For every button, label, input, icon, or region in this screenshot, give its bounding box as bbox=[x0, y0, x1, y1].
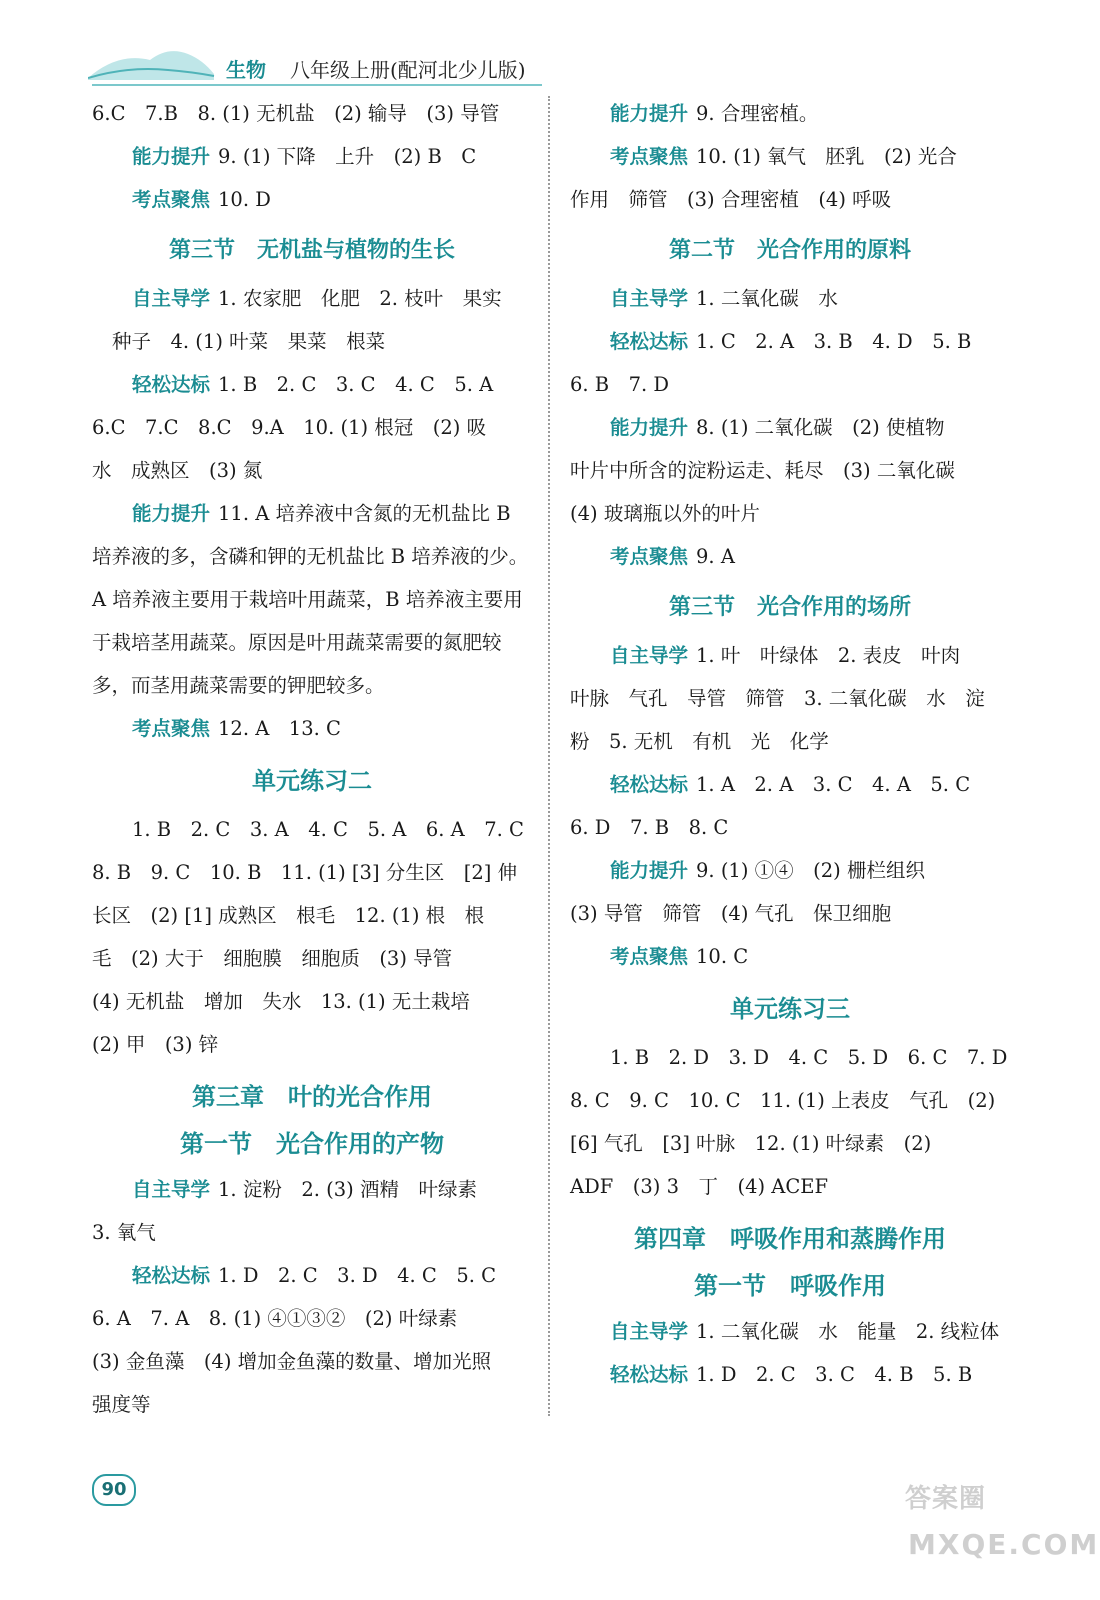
answer-line bbox=[570, 849, 1010, 892]
answer-line: 3. 氧气 bbox=[92, 1221, 156, 1244]
answer-line: 强度等 bbox=[92, 1393, 151, 1416]
answer-line: 长区 (2) [1] 成熟区 根毛 12. (1) 根 根 bbox=[92, 904, 485, 927]
section-tag: 考点聚焦 bbox=[610, 545, 689, 568]
answer-text: 11. A 培养液中含氮的无机盐比 B bbox=[218, 502, 511, 525]
answer-line bbox=[92, 178, 532, 221]
answer-line bbox=[92, 135, 532, 178]
mountain-wave-logo bbox=[88, 44, 218, 80]
answer-line bbox=[570, 406, 1010, 449]
answer-line bbox=[570, 135, 1010, 178]
answer-line: 作用 筛管 (3) 合理密植 (4) 呼吸 bbox=[570, 188, 892, 211]
answer-line bbox=[570, 320, 1010, 363]
answer-line bbox=[570, 935, 1010, 978]
section-heading: 第三节 无机盐与植物的生长 bbox=[168, 238, 455, 263]
answer-text: 9. (1) ①④ (2) 栅栏组织 bbox=[696, 859, 925, 882]
book-title: 八年级上册(配河北少儿版) bbox=[290, 58, 526, 82]
answer-text: 9. A bbox=[696, 545, 735, 568]
section-tag: 能力提升 bbox=[132, 502, 211, 525]
answer-text: 10. C bbox=[696, 945, 749, 968]
answer-text: 9. 合理密植。 bbox=[696, 102, 819, 125]
section-tag: 轻松达标 bbox=[132, 1264, 211, 1287]
section-tag: 自主导学 bbox=[610, 287, 689, 310]
answer-line: 培养液的多，含磷和钾的无机盐比 B 培养液的少。 bbox=[92, 545, 529, 568]
answer-line: 8. C 9. C 10. C 11. (1) 上表皮 气孔 (2) bbox=[570, 1089, 996, 1112]
answer-text: 8. (1) 二氧化碳 (2) 使植物 bbox=[696, 416, 945, 439]
answer-line: 叶片中所含的淀粉运走、耗尽 (3) 二氧化碳 bbox=[570, 459, 955, 482]
answer-line: 水 成熟区 (3) 氮 bbox=[92, 459, 263, 482]
section-tag: 自主导学 bbox=[610, 644, 689, 667]
section-heading: 第一节 光合作用的产物 bbox=[180, 1130, 444, 1158]
answer-line: [6] 气孔 [3] 叶脉 12. (1) 叶绿素 (2) bbox=[570, 1132, 932, 1155]
answer-line bbox=[570, 92, 1010, 135]
answer-line: 于栽培茎用蔬菜。原因是叶用蔬菜需要的氮肥较 bbox=[92, 631, 502, 654]
section-tag: 自主导学 bbox=[610, 1320, 689, 1343]
section-heading: 第三节 光合作用的场所 bbox=[668, 595, 911, 620]
answer-line bbox=[570, 277, 1010, 320]
answer-line bbox=[92, 1168, 532, 1211]
section-tag: 自主导学 bbox=[132, 1178, 211, 1201]
answer-line: (3) 金鱼藻 (4) 增加金鱼藻的数量、增加光照 bbox=[92, 1350, 492, 1373]
answer-line: 多，而茎用蔬菜需要的钾肥较多。 bbox=[92, 674, 385, 697]
answer-line bbox=[570, 634, 1010, 677]
section-tag: 轻松达标 bbox=[610, 773, 689, 796]
answer-text: 1. 淀粉 2. (3) 酒精 叶绿素 bbox=[218, 1178, 477, 1201]
answer-text: 10. D bbox=[218, 188, 271, 211]
left-column bbox=[92, 92, 532, 1426]
answer-line: (3) 导管 筛管 (4) 气孔 保卫细胞 bbox=[570, 902, 892, 925]
header-rule bbox=[92, 84, 542, 86]
answer-line: 6. B 7. D bbox=[570, 373, 670, 396]
section-tag: 考点聚焦 bbox=[132, 188, 211, 211]
answer-line: 叶脉 气孔 导管 筛管 3. 二氧化碳 水 淀 bbox=[570, 687, 985, 710]
section-tag: 能力提升 bbox=[132, 145, 211, 168]
answer-line: (4) 玻璃瓶以外的叶片 bbox=[570, 502, 760, 525]
answer-text: 1. D 2. C 3. D 4. C 5. C bbox=[218, 1264, 497, 1287]
section-tag: 轻松达标 bbox=[132, 373, 211, 396]
unit-heading: 单元练习二 bbox=[252, 767, 372, 795]
answer-line bbox=[92, 492, 532, 535]
answer-text: 12. A 13. C bbox=[218, 717, 341, 740]
section-tag: 能力提升 bbox=[610, 102, 689, 125]
answer-line: 种子 4. (1) 叶菜 果菜 根菜 bbox=[112, 330, 386, 353]
answer-line: (4) 无机盐 增加 失水 13. (1) 无土栽培 bbox=[92, 990, 470, 1013]
answer-line: ADF (3) 3 丁 (4) ACEF bbox=[570, 1175, 829, 1198]
answer-text: 1. B 2. C 3. C 4. C 5. A bbox=[218, 373, 494, 396]
section-tag: 考点聚焦 bbox=[132, 717, 211, 740]
section-heading: 第一节 呼吸作用 bbox=[694, 1272, 886, 1300]
answer-line bbox=[570, 1353, 1010, 1396]
chapter-heading: 第四章 呼吸作用和蒸腾作用 bbox=[634, 1225, 946, 1253]
answer-text: 1. 农家肥 化肥 2. 枝叶 果实 bbox=[218, 287, 502, 310]
column-divider bbox=[548, 96, 550, 1416]
section-tag: 能力提升 bbox=[610, 416, 689, 439]
section-heading: 第二节 光合作用的原料 bbox=[668, 238, 911, 263]
answer-line bbox=[92, 363, 532, 406]
watermark-url: MXQE.COM bbox=[908, 1528, 1100, 1561]
section-tag: 自主导学 bbox=[132, 287, 211, 310]
answer-text: 1. C 2. A 3. B 4. D 5. B bbox=[696, 330, 972, 353]
section-tag: 考点聚焦 bbox=[610, 145, 689, 168]
section-tag: 能力提升 bbox=[610, 859, 689, 882]
answer-line: 1. B 2. C 3. A 4. C 5. A 6. A 7. C bbox=[132, 818, 524, 841]
answer-line: A 培养液主要用于栽培叶用蔬菜，B 培养液主要用 bbox=[92, 588, 523, 611]
section-tag: 轻松达标 bbox=[610, 1363, 689, 1386]
watermark-logo: 答案圈 bbox=[905, 1484, 987, 1514]
answer-line: 6. D 7. B 8. C bbox=[570, 816, 729, 839]
answer-line: 1. B 2. D 3. D 4. C 5. D 6. C 7. D bbox=[610, 1046, 1008, 1069]
page-header bbox=[0, 0, 1100, 90]
answer-line: (2) 甲 (3) 锌 bbox=[92, 1033, 219, 1056]
unit-heading: 单元练习三 bbox=[730, 995, 850, 1023]
section-tag: 考点聚焦 bbox=[610, 945, 689, 968]
answer-line: 6.C 7.C 8.C 9.A 10. (1) 根冠 (2) 吸 bbox=[92, 416, 487, 439]
answer-text: 1. 二氧化碳 水 能量 2. 线粒体 bbox=[696, 1320, 1000, 1343]
answer-line: 6.C 7.B 8. (1) 无机盐 (2) 输导 (3) 导管 bbox=[92, 102, 500, 125]
answer-line bbox=[92, 707, 532, 750]
subject-label: 生物 bbox=[226, 58, 266, 82]
answer-text: 1. D 2. C 3. C 4. B 5. B bbox=[696, 1363, 973, 1386]
answer-line bbox=[570, 763, 1010, 806]
answer-line: 粉 5. 无机 有机 光 化学 bbox=[570, 730, 829, 753]
section-tag: 轻松达标 bbox=[610, 330, 689, 353]
answer-text: 10. (1) 氧气 胚乳 (2) 光合 bbox=[696, 145, 957, 168]
answer-line bbox=[570, 1310, 1010, 1353]
answer-text: 1. A 2. A 3. C 4. A 5. C bbox=[696, 773, 971, 796]
answer-text: 9. (1) 下降 上升 (2) B C bbox=[218, 145, 477, 168]
right-column bbox=[570, 92, 1010, 1396]
page-number: 90 bbox=[92, 1474, 136, 1506]
answer-text: 1. 二氧化碳 水 bbox=[696, 287, 838, 310]
answer-line: 毛 (2) 大于 细胞膜 细胞质 (3) 导管 bbox=[92, 947, 453, 970]
answer-line bbox=[92, 1254, 532, 1297]
answer-line: 6. A 7. A 8. (1) ④①③② (2) 叶绿素 bbox=[92, 1307, 458, 1330]
chapter-heading: 第三章 叶的光合作用 bbox=[192, 1083, 432, 1111]
answer-line bbox=[570, 535, 1010, 578]
answer-line bbox=[92, 277, 532, 320]
answer-text: 1. 叶 叶绿体 2. 表皮 叶肉 bbox=[696, 644, 961, 667]
answer-line: 8. B 9. C 10. B 11. (1) [3] 分生区 [2] 伸 bbox=[92, 861, 518, 884]
